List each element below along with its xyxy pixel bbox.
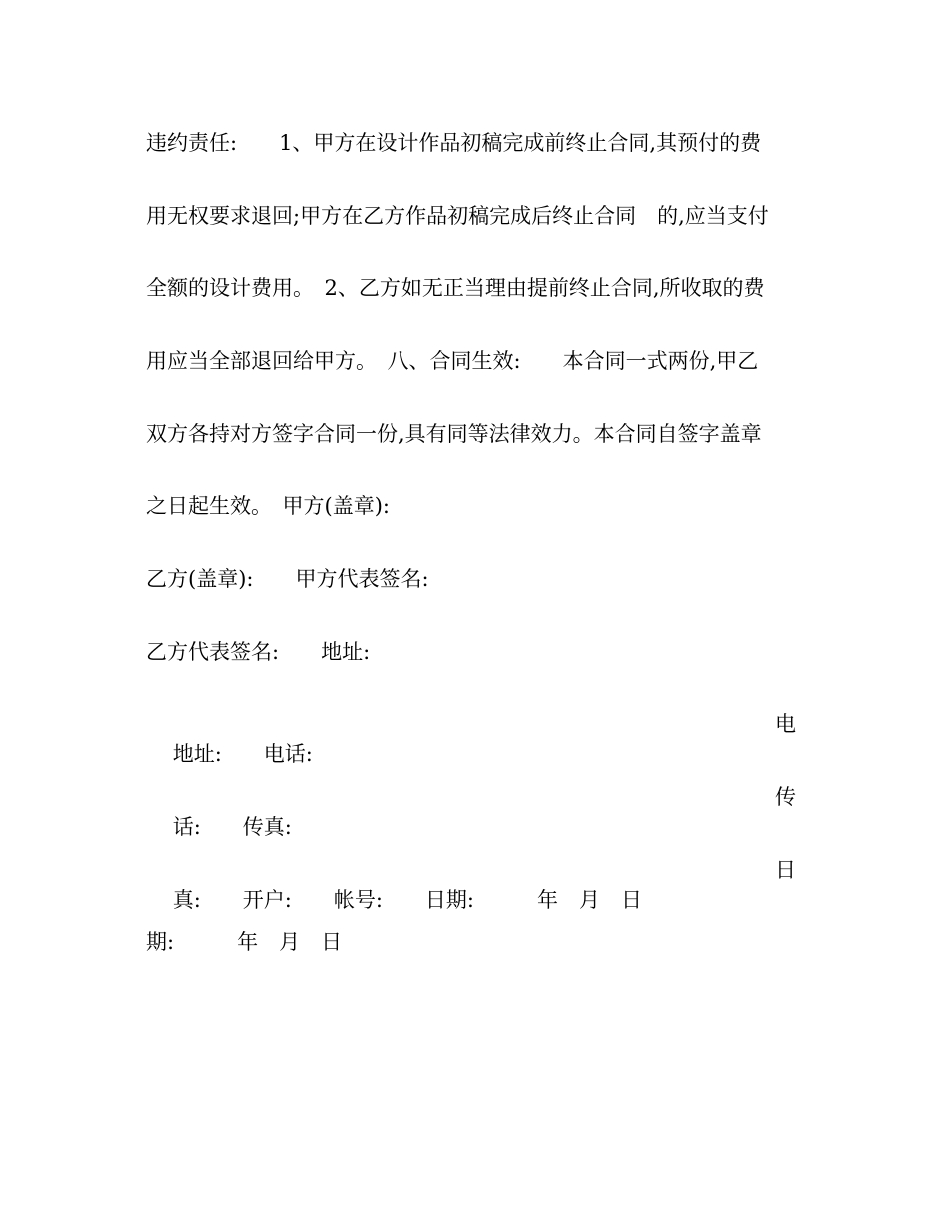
line-wrap-char: 电 [775, 712, 796, 736]
text-line-2 [146, 201, 796, 231]
line-text: 之日起生效。 甲方(盖章): [146, 494, 390, 518]
text-line-1 [146, 128, 796, 158]
text-line-6 [146, 491, 796, 521]
text-line-10 [146, 782, 796, 839]
line-text: 违约责任: 1、甲方在设计作品初稿完成前终止合同,其预付的费 [146, 131, 762, 155]
text-line-8 [146, 637, 796, 667]
text-line-11 [146, 855, 796, 912]
text-line-9 [146, 709, 796, 766]
line-text: 地址: 电话: [172, 742, 313, 766]
line-wrap-char: 日 [775, 858, 796, 882]
line-text: 乙方代表签名: 地址: [146, 640, 371, 664]
text-line-5 [146, 419, 796, 449]
line-text: 用无权要求退回;甲方在乙方作品初稿完成后终止合同 的,应当支付 [146, 204, 769, 228]
line-text: 乙方(盖章): 甲方代表签名: [146, 567, 429, 591]
line-text: 期: 年 月 日 [146, 930, 343, 954]
text-line-3 [146, 273, 796, 303]
line-text: 用应当全部退回给甲方。 八、合同生效: 本合同一式两份,甲乙 [146, 349, 759, 373]
line-text: 话: 传真: [172, 815, 292, 839]
text-line-12 [146, 927, 796, 957]
line-text: 全额的设计费用。 2、乙方如无正当理由提前终止合同,所收取的费 [146, 276, 765, 300]
line-wrap-char: 传 [775, 785, 796, 809]
line-text: 真: 开户: 帐号: 日期: 年 月 日 [172, 888, 643, 912]
line-text: 双方各持对方签字合同一份,具有同等法律效力。本合同自签字盖章 [146, 422, 762, 446]
text-line-7 [146, 564, 796, 594]
text-line-4 [146, 346, 796, 376]
